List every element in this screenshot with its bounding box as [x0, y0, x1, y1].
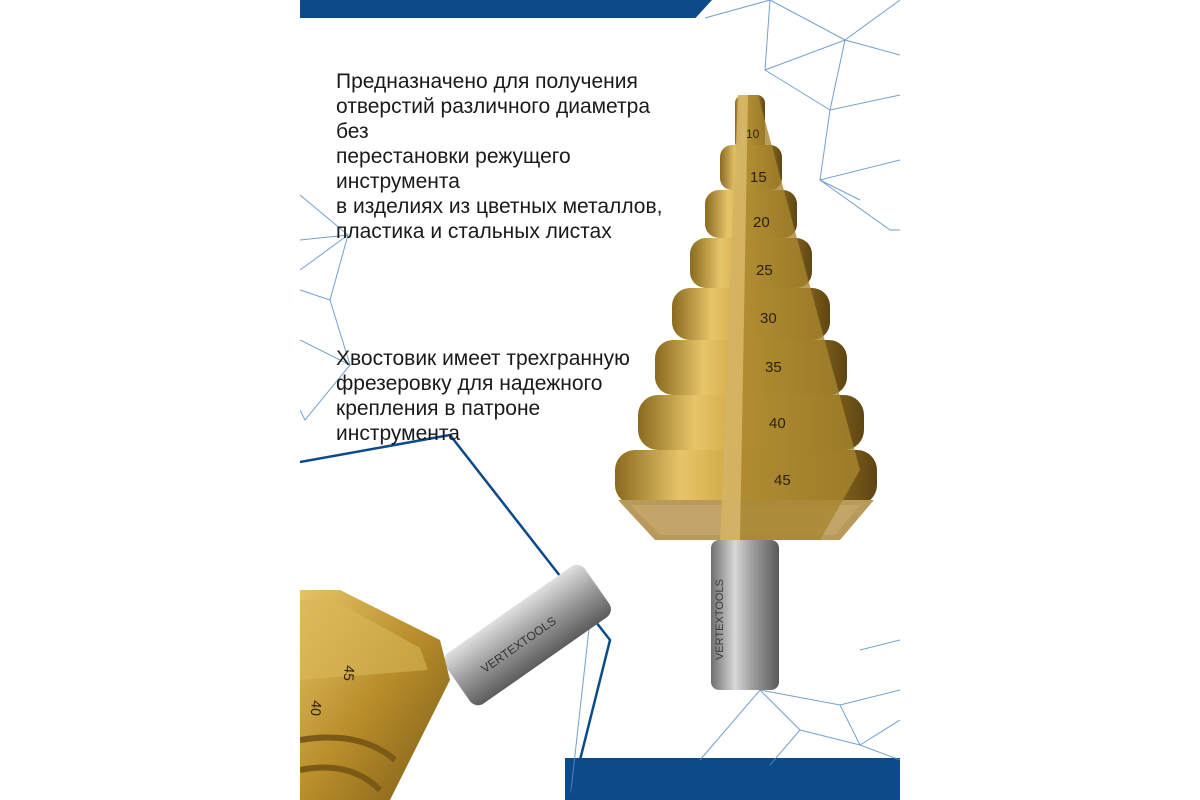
svg-text:10: 10 — [746, 127, 760, 141]
svg-text:20: 20 — [753, 214, 770, 231]
purpose-description: Предназначено для получения отверстий различного диаметра без перестановки режущего инструмента в изделиях из цветных металлов, пластика и стальных листах — [336, 70, 663, 243]
svg-text:30: 30 — [760, 310, 777, 327]
svg-text:40: 40 — [307, 699, 325, 717]
svg-text:35: 35 — [765, 359, 782, 376]
svg-text:45: 45 — [340, 664, 358, 682]
shank-description: Хвостовик имеет трехгранную фрезеровку для надежного крепления в патроне инструмента — [336, 347, 630, 445]
shank-closeup-image — [300, 0, 900, 800]
svg-text:15: 15 — [750, 169, 767, 186]
svg-text:45: 45 — [774, 472, 791, 489]
svg-text:40: 40 — [769, 415, 786, 432]
closeup-brand-text: VERTEXTOOLS — [478, 613, 559, 676]
svg-text:25: 25 — [756, 262, 773, 279]
shank-brand-text: VERTEXTOOLS — [714, 579, 726, 660]
product-card — [300, 0, 900, 800]
